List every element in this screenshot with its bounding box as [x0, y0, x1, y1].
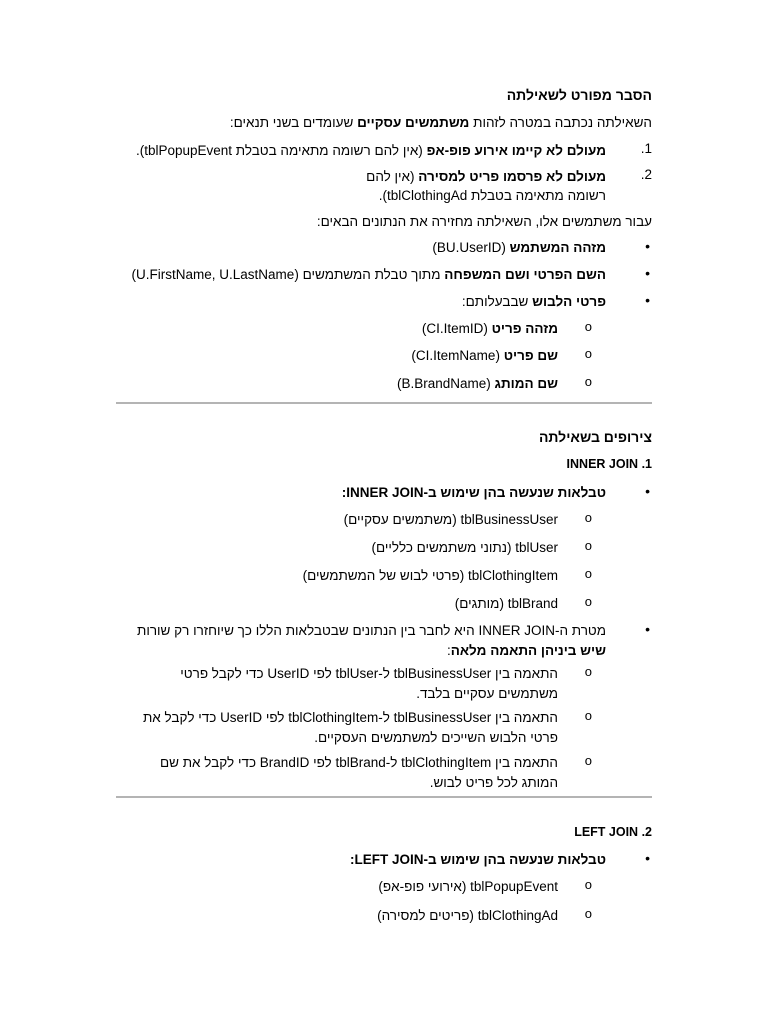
bullet-icon: • — [645, 621, 650, 637]
goal-text-bold: שיש ביניהן התאמה מלאה — [450, 643, 606, 658]
circle-bullet-icon: o — [584, 594, 592, 609]
divider — [116, 402, 652, 404]
goal-text-a: מטרת ה-INNER JOIN היא לחבר בין הנתונים שבטבלאות הללו כך שיוחזרו רק שורות — [137, 623, 606, 638]
circle-bullet-icon: o — [584, 510, 592, 525]
return-item-names — [116, 265, 606, 285]
left-tables-title: טבלאות שנעשה בהן שימוש ב-LEFT JOIN: — [349, 852, 606, 867]
inner-table-item: tblUser (נתוני משתמשים כלליים) — [371, 540, 558, 555]
circle-bullet-icon: o — [584, 538, 592, 553]
bullet-icon: • — [645, 238, 650, 254]
r2-bold: השם הפרטי ושם המשפחה — [444, 267, 606, 282]
left-table-item: tblClothingAd (פריטים למסירה) — [377, 908, 558, 923]
inner-table-item: tblClothingItem (פרטי לבוש של המשתמשים) — [302, 568, 558, 583]
cond1-number: 1. — [640, 141, 652, 156]
circle-bullet-icon: o — [584, 753, 592, 768]
cond2-number: 2. — [640, 167, 652, 182]
inner-join-goal — [116, 621, 606, 661]
cond1-bold: מעולם לא קיימו אירוע פופ-אפ — [426, 143, 606, 158]
circle-bullet-icon: o — [584, 708, 592, 723]
section-title-joins: צירופים בשאילתה — [538, 429, 652, 445]
r1-bold: מזהה המשתמש — [509, 240, 606, 255]
left-join-heading: 2. LEFT JOIN — [574, 825, 652, 839]
intro-text-c: שעומדים בשני תנאים: — [229, 115, 358, 130]
match-item: התאמה בין tblClothingItem ל-tblBrand לפי BrandID כדי לקבל את שם המותג לכל פריט לבוש. — [159, 755, 558, 790]
bullet-icon: • — [645, 292, 650, 308]
s2-bold: שם פריט — [503, 348, 558, 363]
intro-paragraph — [116, 113, 652, 132]
s3-rest: (B.BrandName) — [396, 376, 495, 391]
circle-bullet-icon: o — [584, 566, 592, 581]
bullet-icon: • — [645, 850, 650, 866]
sub-item-itemid — [116, 319, 558, 339]
left-table-item: tblPopupEvent (אירועי פופ-אפ) — [378, 879, 558, 894]
r2-rest: מתוך טבלת המשתמשים (U.FirstName, U.LastName) — [131, 267, 445, 282]
sub-item-brandname — [116, 374, 558, 394]
goal-text-c: : — [446, 643, 451, 658]
circle-bullet-icon: o — [584, 877, 592, 892]
section-title-explanation: הסבר מפורט לשאילתה — [506, 87, 652, 103]
circle-bullet-icon: o — [584, 664, 592, 679]
divider — [116, 796, 652, 798]
s1-rest: (CI.ItemID) — [421, 321, 492, 336]
cond1-rest: (אין להם רשומה מתאימה בטבלת tblPopupEvent). — [135, 143, 427, 158]
inner-join-heading: 1. INNER JOIN — [566, 457, 652, 471]
bullet-icon: • — [645, 265, 650, 281]
inner-table-item: tblBrand (מותגים) — [454, 596, 558, 611]
circle-bullet-icon: o — [584, 319, 592, 334]
return-item-userid — [116, 238, 606, 258]
s1-bold: מזהה פריט — [491, 321, 558, 336]
return-item-clothing — [116, 292, 606, 312]
r3-bold: פרטי הלבוש — [532, 294, 606, 309]
cond2-rest: (אין להם רשומה מתאימה בטבלת tblClothingAd). — [366, 169, 606, 203]
s3-bold: שם המותג — [494, 376, 558, 391]
circle-bullet-icon: o — [584, 374, 592, 389]
inner-tables-title: טבלאות שנעשה בהן שימוש ב-INNER JOIN: — [341, 485, 606, 500]
sub-item-itemname — [116, 346, 558, 366]
returns-intro: עבור משתמשים אלו, השאילתה מחזירה את הנתונים הבאים: — [316, 214, 652, 229]
s2-rest: (CI.ItemName) — [411, 348, 504, 363]
bullet-icon: • — [645, 483, 650, 499]
circle-bullet-icon: o — [584, 346, 592, 361]
circle-bullet-icon: o — [584, 906, 592, 921]
cond1-text — [116, 141, 606, 160]
inner-table-item: tblBusinessUser (משתמשים עסקיים) — [343, 512, 558, 527]
intro-text-a: השאילתה נכתבה במטרה לזהות — [469, 115, 652, 130]
r1-rest: (BU.UserID) — [432, 240, 510, 255]
match-item: התאמה בין tblBusinessUser ל-tblClothingItem לפי UserID כדי לקבל את פרטי הלבוש השייכים למשתמשים העסקיים. — [142, 710, 558, 745]
match-item: התאמה בין tblBusinessUser ל-tblUser לפי UserID כדי לקבל פרטי משתמשים עסקיים בלבד. — [180, 666, 558, 701]
cond2-bold: מעולם לא פרסמו פריט למסירה — [418, 169, 606, 184]
r3-rest: שבבעלותם: — [461, 294, 533, 309]
cond2-text — [330, 167, 606, 205]
intro-text-bold: משתמשים עסקיים — [357, 115, 470, 130]
